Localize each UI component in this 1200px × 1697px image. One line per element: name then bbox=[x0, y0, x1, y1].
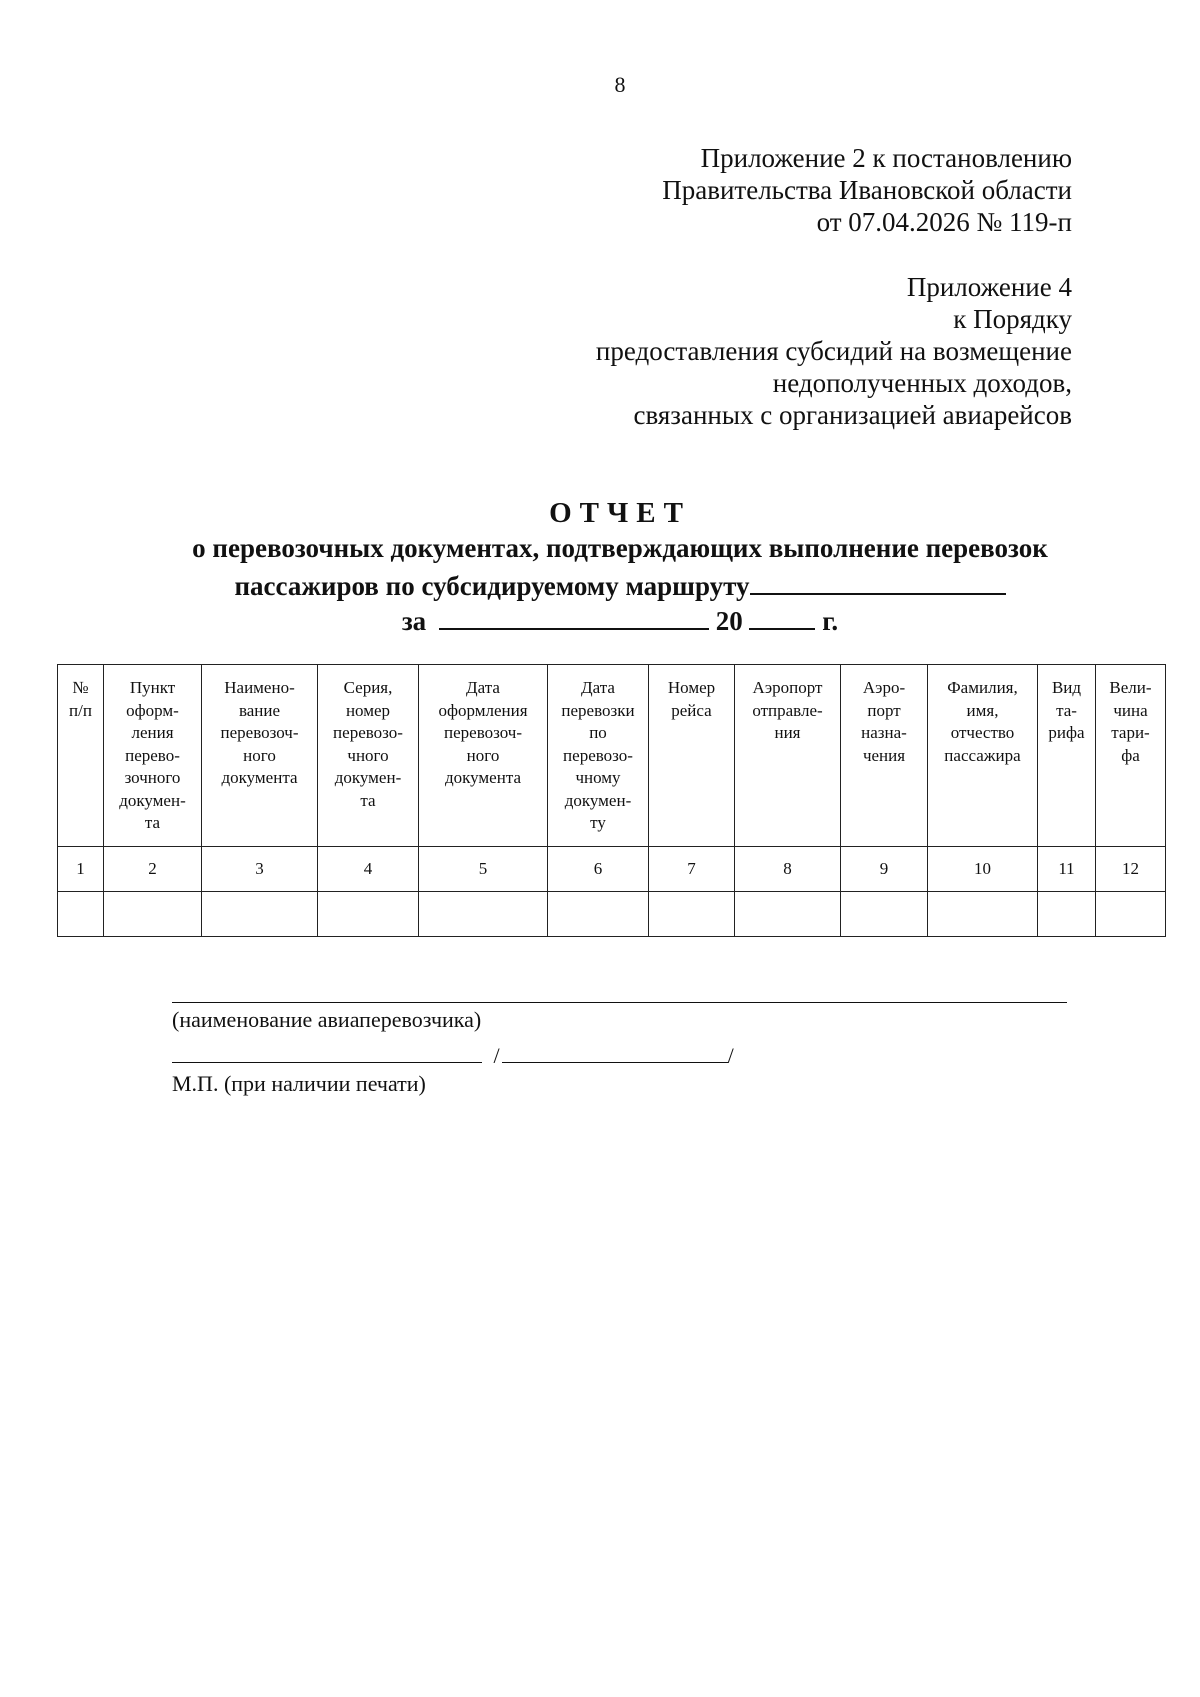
column-number-cell: 1 bbox=[58, 847, 104, 892]
header-cell: Фамилия, имя, отчество пассажира bbox=[928, 665, 1038, 847]
period-blank-line bbox=[439, 602, 709, 630]
signature-line bbox=[172, 1038, 482, 1063]
header-cell: № п/п bbox=[58, 665, 104, 847]
header-cell: Наимено- вание перевозоч- ного документа bbox=[202, 665, 318, 847]
empty-cell[interactable] bbox=[104, 892, 202, 937]
appendix-2-line-1: Приложение 2 к постановлению bbox=[700, 143, 1072, 173]
column-number-cell: 4 bbox=[318, 847, 419, 892]
report-period-line bbox=[0, 602, 1200, 637]
report-title: ОТЧЕТ bbox=[549, 497, 691, 529]
header-cell: Аэро- порт назна- чения bbox=[841, 665, 928, 847]
appendix-4-line-3: предоставления субсидий на возмещение bbox=[595, 336, 1072, 366]
table-header-row bbox=[58, 665, 1166, 847]
empty-data-row bbox=[58, 892, 1166, 937]
column-number-cell: 8 bbox=[735, 847, 841, 892]
carrier-name-caption: (наименование авиаперевозчика) bbox=[172, 1007, 482, 1032]
appendix-4-line-2: к Порядку bbox=[953, 304, 1072, 334]
header-cell: Дата перевозки по перевозо- чному докумен- ту bbox=[548, 665, 649, 847]
page-number: 8 bbox=[614, 72, 626, 97]
empty-cell[interactable] bbox=[841, 892, 928, 937]
column-number-cell: 3 bbox=[202, 847, 318, 892]
empty-cell[interactable] bbox=[202, 892, 318, 937]
header-cell: Вид та- рифа bbox=[1038, 665, 1096, 847]
column-number-cell: 2 bbox=[104, 847, 202, 892]
column-number-cell: 11 bbox=[1038, 847, 1096, 892]
column-number-cell: 12 bbox=[1096, 847, 1166, 892]
year-blank-line bbox=[749, 602, 815, 630]
empty-cell[interactable] bbox=[1096, 892, 1166, 937]
column-number-row bbox=[58, 847, 1166, 892]
column-number-cell: 10 bbox=[928, 847, 1038, 892]
report-table bbox=[57, 664, 1166, 937]
header-cell: Номер рейса bbox=[649, 665, 735, 847]
report-subtitle-line-1: о перевозочных документах, подтверждающих выполнение перевозок bbox=[192, 533, 1048, 563]
period-year-prefix: 20 bbox=[715, 606, 743, 636]
header-cell: Пункт оформ- ления перево- зочного докумен- та bbox=[104, 665, 202, 847]
appendix-4-line-1: Приложение 4 bbox=[906, 272, 1072, 302]
report-subtitle-line-2 bbox=[0, 567, 1200, 602]
empty-cell[interactable] bbox=[928, 892, 1038, 937]
empty-cell[interactable] bbox=[58, 892, 104, 937]
signature-separator: / bbox=[493, 1043, 500, 1068]
empty-cell[interactable] bbox=[548, 892, 649, 937]
header-cell: Аэропорт отправле- ния bbox=[735, 665, 841, 847]
header-cell: Серия, номер перевозо- чного докумен- та bbox=[318, 665, 419, 847]
appendix-2-header bbox=[662, 142, 1072, 238]
signature-name-line bbox=[502, 1038, 728, 1063]
empty-cell[interactable] bbox=[735, 892, 841, 937]
column-number-cell: 5 bbox=[419, 847, 548, 892]
empty-cell[interactable] bbox=[649, 892, 735, 937]
signature-row bbox=[172, 1038, 734, 1069]
header-cell: Дата оформления перевозоч- ного документа bbox=[419, 665, 548, 847]
empty-cell[interactable] bbox=[419, 892, 548, 937]
period-year-suffix: г. bbox=[822, 606, 839, 636]
stamp-caption: М.П. (при наличии печати) bbox=[172, 1071, 426, 1096]
appendix-2-line-3: от 07.04.2026 № 119-п bbox=[816, 207, 1072, 237]
column-number-cell: 7 bbox=[649, 847, 735, 892]
carrier-name-line bbox=[172, 1002, 1067, 1003]
column-number-cell: 9 bbox=[841, 847, 928, 892]
appendix-2-line-2: Правительства Ивановской области bbox=[662, 175, 1072, 205]
empty-cell[interactable] bbox=[1038, 892, 1096, 937]
appendix-4-header bbox=[596, 271, 1072, 431]
empty-cell[interactable] bbox=[318, 892, 419, 937]
appendix-4-line-4: недополученных доходов, bbox=[772, 368, 1072, 398]
route-blank-line bbox=[750, 567, 1006, 595]
period-prefix: за bbox=[401, 606, 427, 636]
header-cell: Вели- чина тари- фа bbox=[1096, 665, 1166, 847]
route-label: пассажиров по субсидируемому маршруту bbox=[234, 571, 750, 601]
column-number-cell: 6 bbox=[548, 847, 649, 892]
signature-separator-end: / bbox=[727, 1043, 734, 1068]
appendix-4-line-5: связанных с организацией авиарейсов bbox=[633, 400, 1072, 430]
